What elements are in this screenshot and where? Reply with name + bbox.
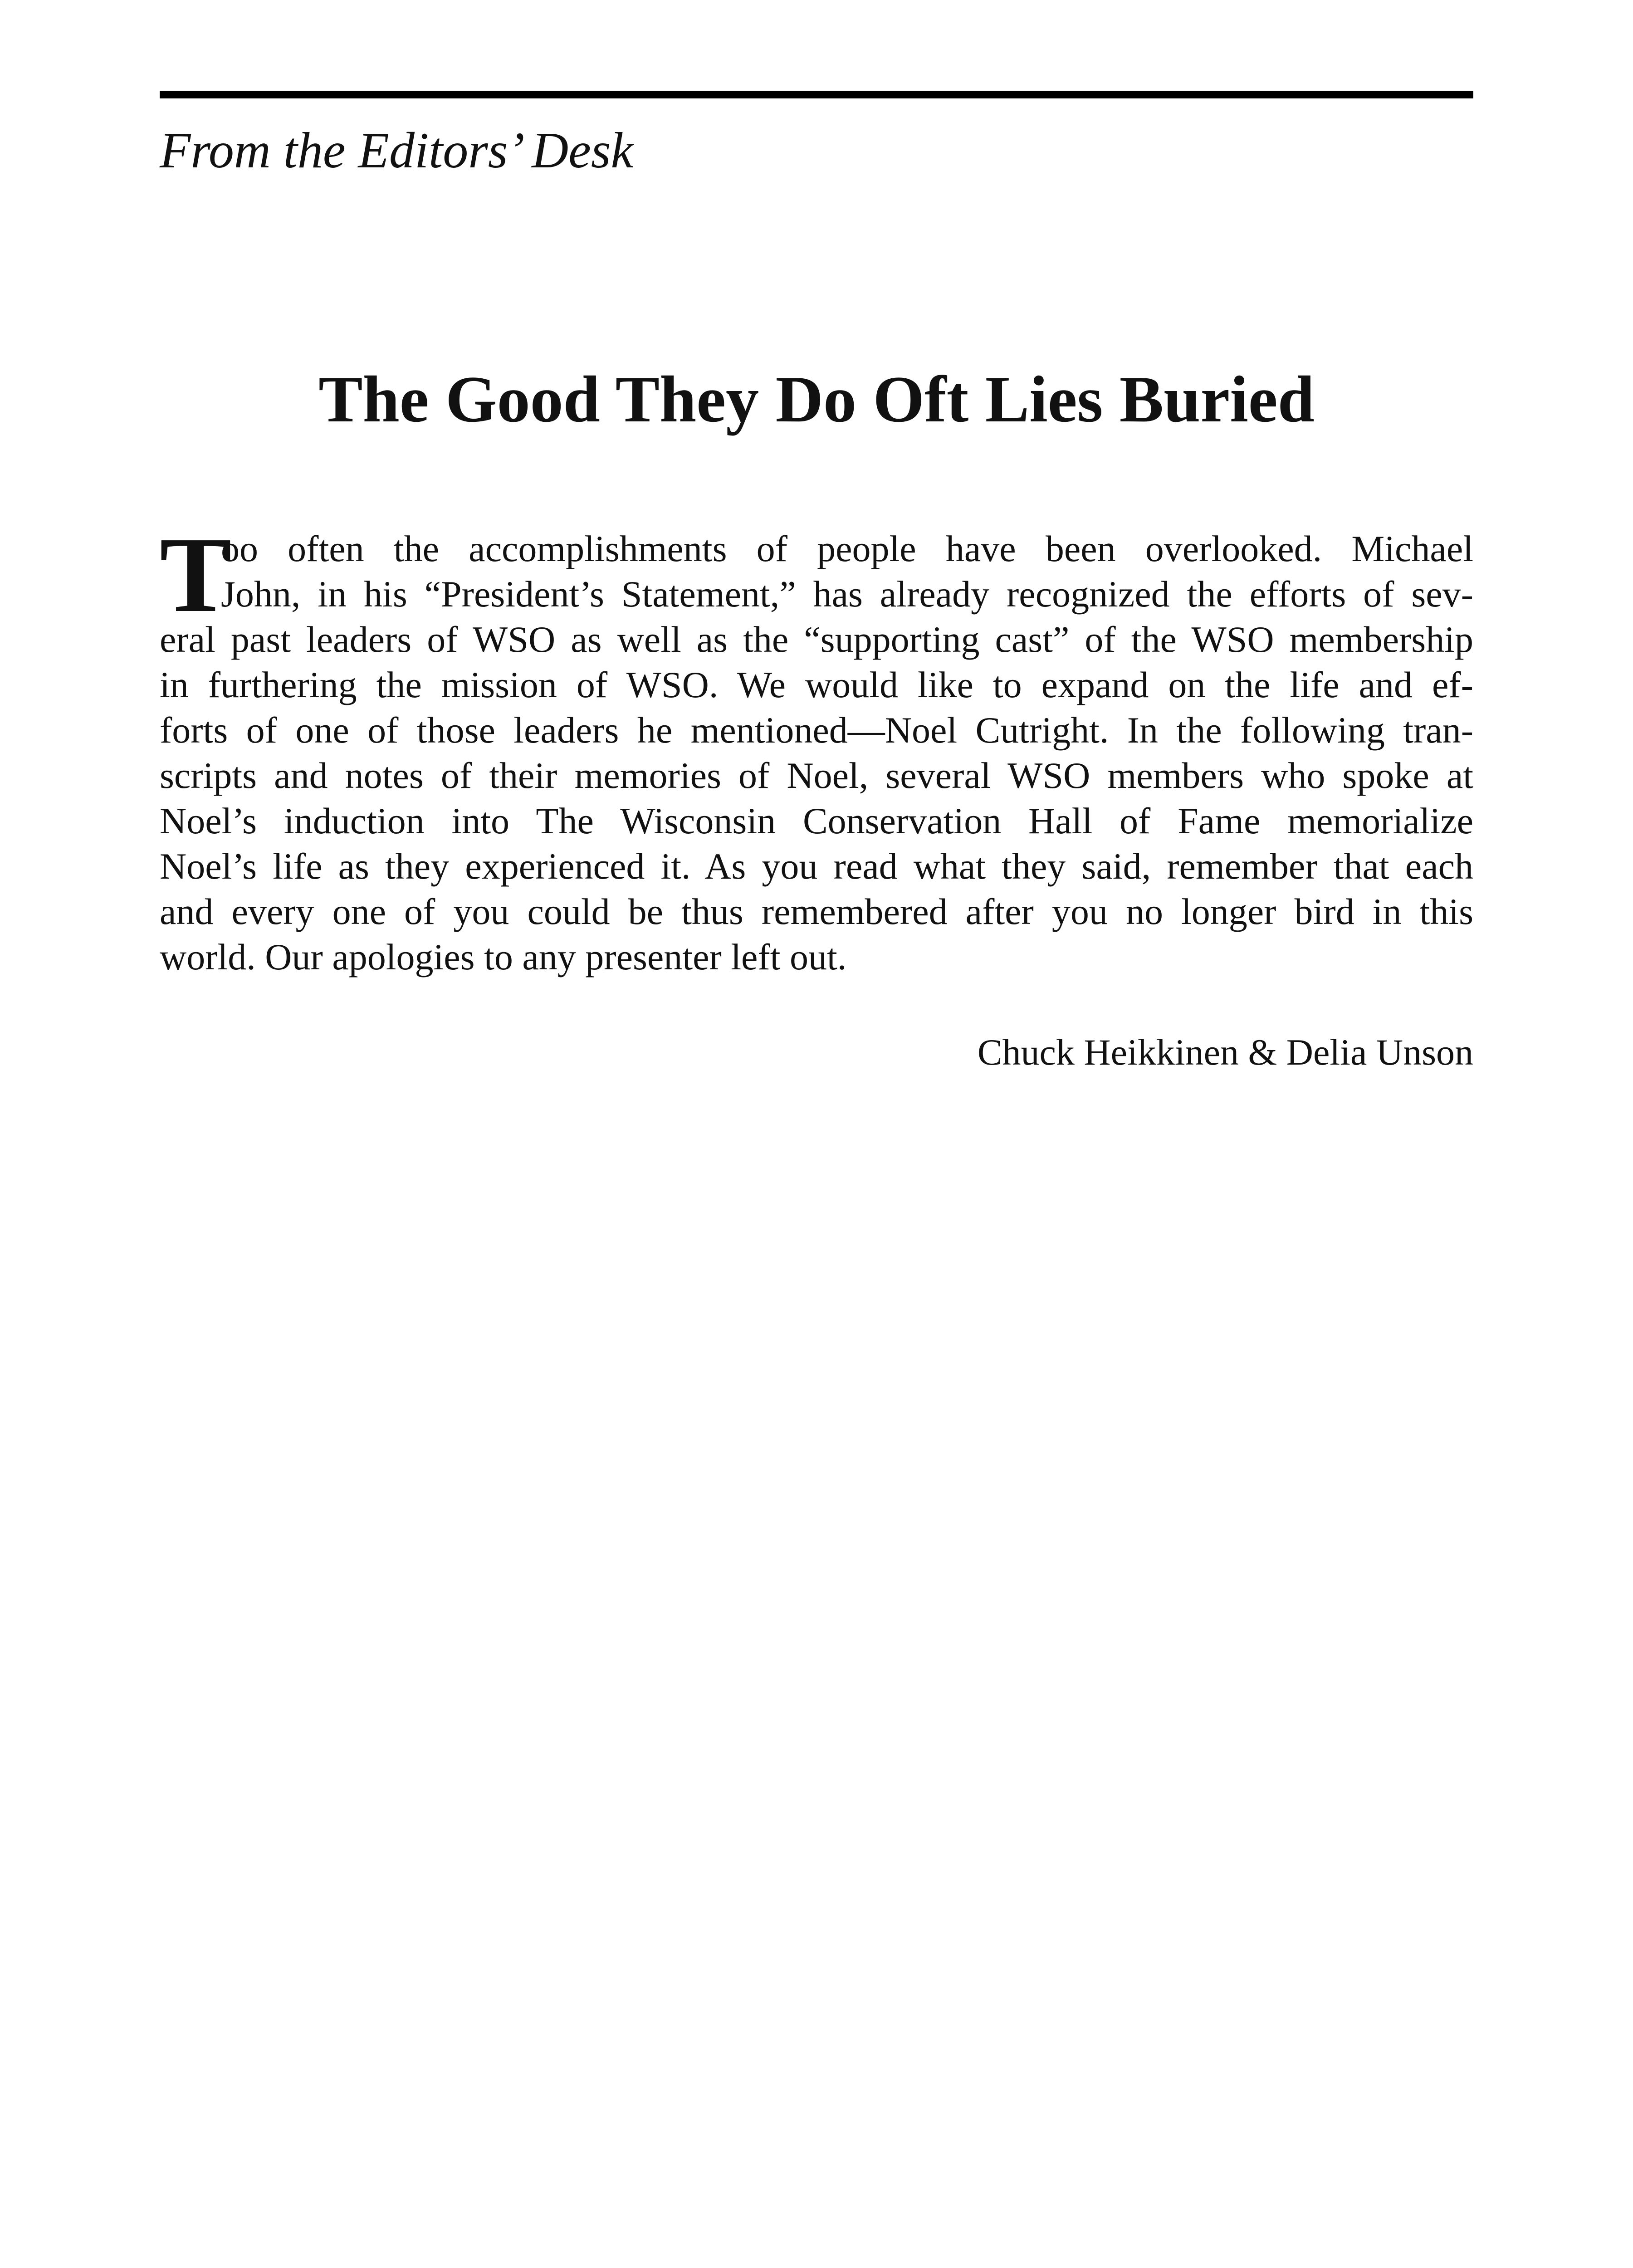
body-line: oo often the accomplishments of people have been overlooked. Michael [221,528,1473,569]
header-rule [160,91,1473,98]
body-line: John, in his “President’s Statement,” has already recognized the efforts of sev- [221,573,1473,615]
article-title: The Good They Do Oft Lies Buried [318,362,1315,436]
body-line: in furthering the mission of WSO. We would like to expand on the life and ef- [160,664,1473,705]
body-line: forts of one of those leaders he mentioned—Noel Cutright. In the following tran- [160,709,1473,751]
body-line: scripts and notes of their memories of Noel, several WSO members who spoke at [160,755,1473,796]
body-line: Noel’s life as they experienced it. As you read what they said, remember that each [160,846,1473,887]
body-line: and every one of you could be thus remembered after you no longer bird in this [160,891,1473,932]
editors-signature: Chuck Heikkinen & Delia Unson [977,1031,1473,1073]
body-line: Noel’s induction into The Wisconsin Conservation Hall of Fame memorialize [160,800,1473,841]
drop-cap: T [160,515,232,635]
body-line: eral past leaders of WSO as well as the “supporting cast” of the WSO membership [160,619,1473,660]
article-body [160,515,1473,980]
section-header: From the Editors’ Desk [160,122,634,179]
body-line: world. Our apologies to any presenter left out. [160,936,847,978]
